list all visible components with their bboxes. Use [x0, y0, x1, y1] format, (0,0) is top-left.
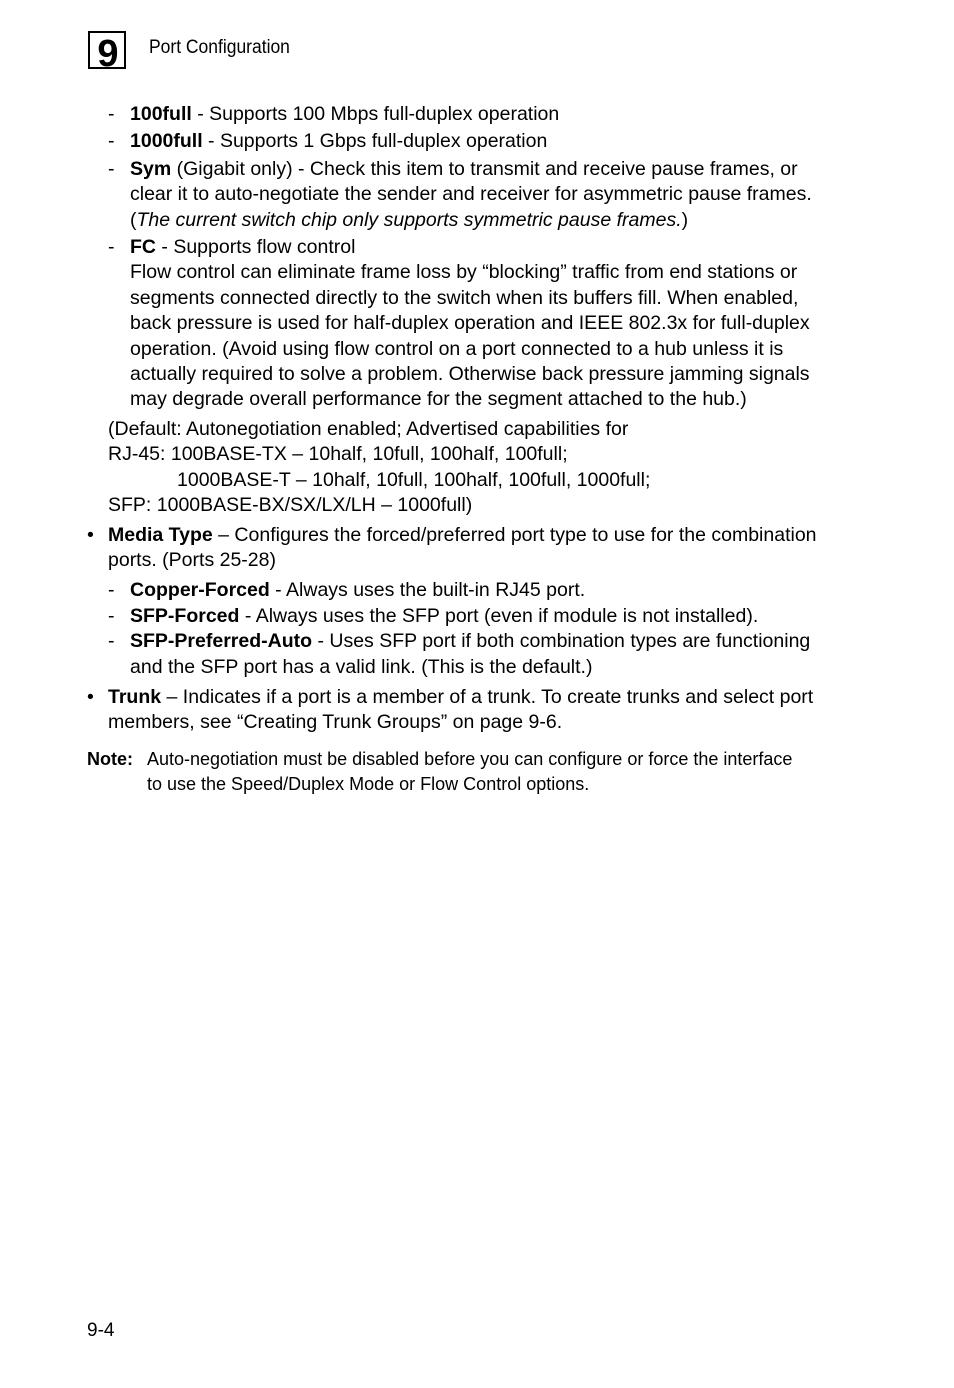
term-desc: - Supports 100 Mbps full-duplex operation	[191, 103, 560, 125]
dash-marker: -	[108, 605, 115, 627]
page-number: 9-4	[87, 1320, 115, 1341]
dash-marker: -	[108, 130, 115, 152]
term-desc: - Supports 1 Gbps full-duplex operation	[202, 130, 548, 152]
dash-marker: -	[108, 103, 115, 125]
dash-marker: -	[108, 158, 115, 180]
term: 100full	[130, 103, 192, 125]
term: Sym	[130, 158, 172, 180]
bullet-marker: •	[87, 686, 94, 708]
term-desc: (Gigabit only) - Check this item to transmit and receive pause frames, or	[171, 158, 798, 180]
running-header-title: Port Configuration	[149, 37, 290, 58]
bullet-marker: •	[87, 524, 94, 546]
dash-marker: -	[108, 630, 115, 652]
term: FC	[130, 236, 156, 258]
dash-marker: -	[108, 579, 115, 601]
term: SFP-Forced	[130, 605, 240, 627]
chapter-number: 9	[97, 33, 119, 70]
term-desc: - Supports flow control	[156, 236, 356, 258]
term: SFP-Preferred-Auto	[130, 630, 313, 652]
dash-marker: -	[108, 236, 115, 258]
term: Copper-Forced	[130, 579, 270, 601]
italic-note: The current switch chip only supports symmetric pause frames.	[136, 209, 682, 231]
term: 1000full	[130, 130, 203, 152]
note-text: Auto-negotiation must be disabled before you can configure or force the interface	[147, 749, 793, 769]
note-label: Note:	[87, 749, 133, 769]
chapter-number-badge	[88, 30, 128, 70]
term: Media Type	[108, 524, 213, 546]
term: Trunk	[108, 686, 162, 708]
